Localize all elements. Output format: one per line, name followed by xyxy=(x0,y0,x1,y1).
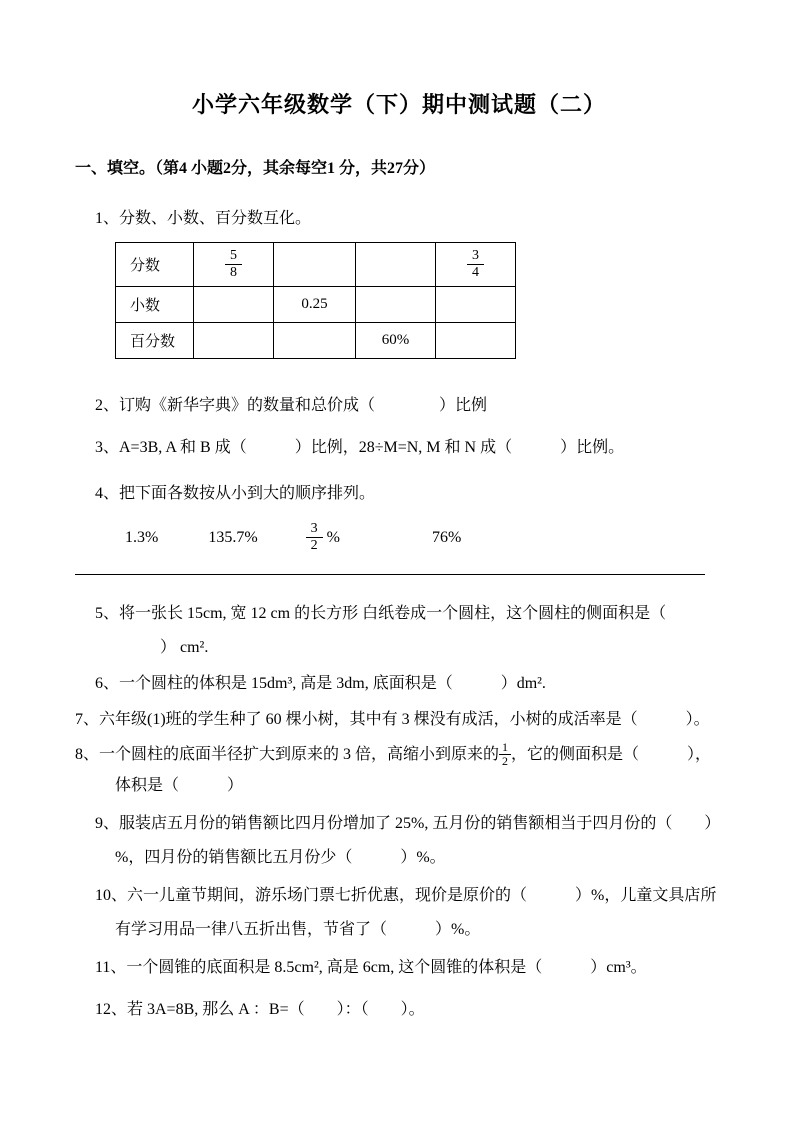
table-cell-blank xyxy=(356,243,436,287)
order-item-d: 76% xyxy=(431,528,462,546)
table-cell-blank xyxy=(194,287,274,323)
question-8-text-pre: 8、一个圆柱的底面半径扩大到原来的 3 倍，高缩小到原来的 xyxy=(75,745,500,763)
order-item-b: 135.7% xyxy=(208,528,258,546)
row-header-fraction: 分数 xyxy=(116,243,194,287)
fraction-three-quarters: $\frac{3}{4}$ xyxy=(467,248,484,281)
answer-line xyxy=(75,574,705,575)
page-title: 小学六年级数学（下）期中测试题（二） xyxy=(191,92,606,117)
order-item-c-fraction: $\frac{3}{2}$ xyxy=(306,521,323,554)
question-9-line-1: 9、服装店五月份的销售额比四月份增加了 25%, 五月份的销售额相当于四月份的（ ） xyxy=(95,814,721,832)
question-1-label: 1、分数、小数、百分数互化。 xyxy=(95,210,312,227)
table-cell-blank xyxy=(274,243,356,287)
fraction-one-half: $\frac{1}{2}$ xyxy=(499,741,511,768)
table-row-fraction xyxy=(116,243,516,287)
question-7: 7、六年级(1)班的学生种了 60 棵小树，其中有 3 棵没有成活，小树的成活率是（ ）。 xyxy=(75,711,710,729)
question-12: 12、若 3A=8B, 那么 A ：B=（ ）：（ ）。 xyxy=(95,1000,425,1018)
table-cell-blank xyxy=(436,323,516,359)
question-8-line-1 xyxy=(75,741,723,768)
question-11: 11、一个圆锥的底面积是 8.5cm², 高是 6cm, 这个圆锥的体积是（ ）cm³。 xyxy=(95,958,647,976)
table-cell-percent: 60% xyxy=(356,323,436,359)
question-3: 3、A=3B, A 和 B 成（ ）比例，28÷M=N, M 和 N 成（ ）比例。 xyxy=(95,439,625,456)
question-10-line-2: 有学习用品一律八五折出售，节省了（ ）%。 xyxy=(115,920,481,938)
row-header-decimal: 小数 xyxy=(116,287,194,323)
table-cell-blank xyxy=(436,287,516,323)
table-row-decimal xyxy=(116,287,516,323)
question-4-items xyxy=(125,521,723,554)
table-cell-blank xyxy=(274,323,356,359)
question-5-line-1: 5、将一张长 15cm, 宽 12 cm 的长方形 白纸卷成一个圆柱，这个圆柱的侧面积是（ xyxy=(95,605,667,623)
conversion-table xyxy=(115,242,516,359)
question-8-text-post: ，它的侧面积是（ ）， xyxy=(511,745,712,763)
table-cell-blank xyxy=(356,287,436,323)
order-item-c-percent-sign: % xyxy=(326,528,340,546)
table-cell-fraction-b xyxy=(436,243,516,287)
table-cell-blank xyxy=(194,323,274,359)
section-header: 一、填空。（第4 小题2分，其余每空1 分，共27分） xyxy=(75,160,436,177)
question-10-line-1: 10、六一儿童节期间，游乐场门票七折优惠，现价是原价的（ ）%，儿童文具店所 xyxy=(95,886,717,904)
question-5-line-2: ） cm². xyxy=(160,639,209,657)
question-9-line-2: %，四月份的销售额比五月份少（ ）%。 xyxy=(115,848,446,866)
table-row-percent xyxy=(116,323,516,359)
order-item-a: 1.3% xyxy=(125,528,159,546)
question-2: 2、订购《新华字典》的数量和总价成（ ）比例 xyxy=(95,397,488,414)
question-4-label: 4、把下面各数按从小到大的顺序排列。 xyxy=(95,485,376,502)
question-8-line-2: 体积是（ ） xyxy=(115,776,244,794)
question-6: 6、一个圆柱的体积是 15dm³, 高是 3dm, 底面积是（ ）dm². xyxy=(95,675,546,693)
row-header-percent: 百分数 xyxy=(116,323,194,359)
table-cell-decimal: 0.25 xyxy=(274,287,356,323)
fraction-five-eighths: $\frac{5}{8}$ xyxy=(225,248,242,281)
table-cell-fraction-a xyxy=(194,243,274,287)
